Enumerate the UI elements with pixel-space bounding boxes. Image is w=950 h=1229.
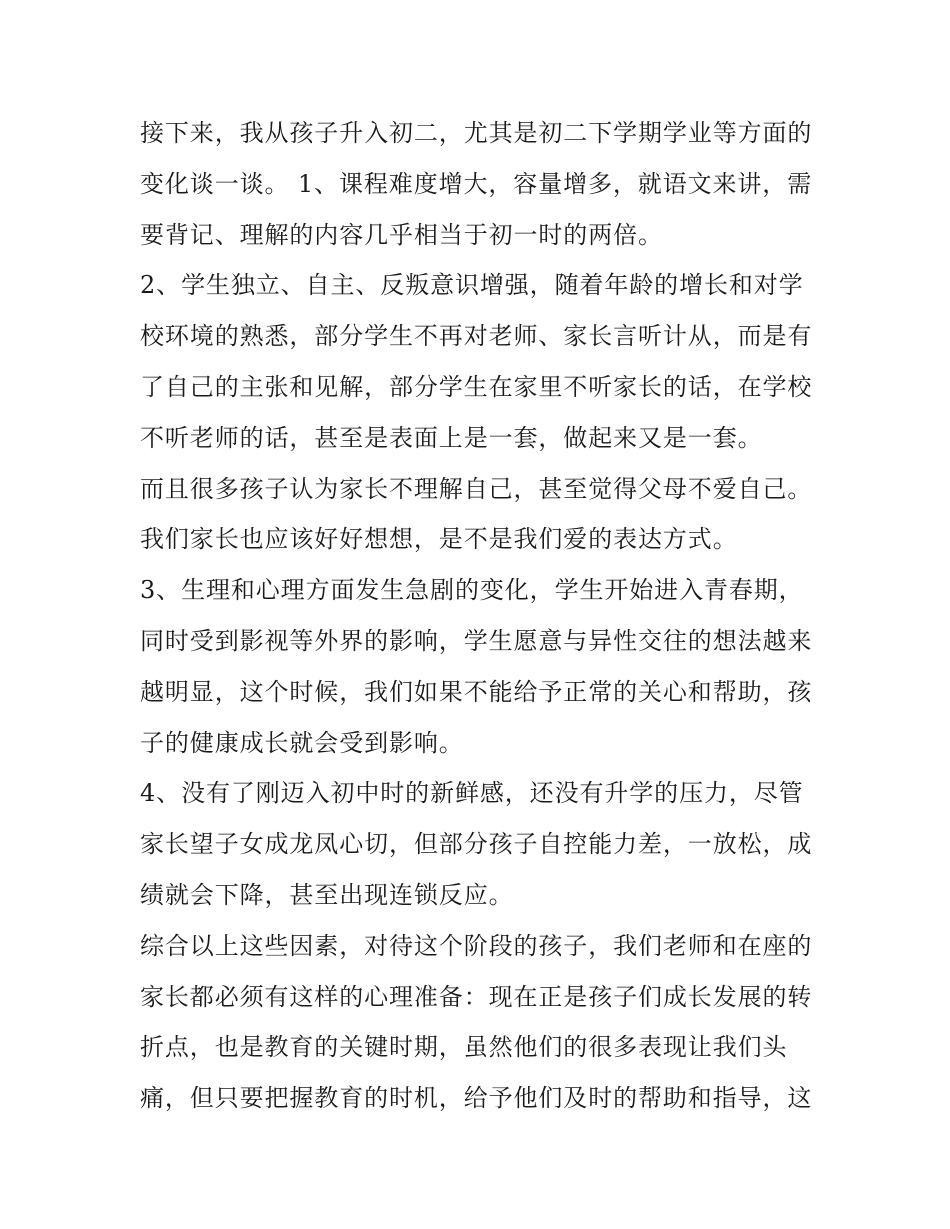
text-line: 校环境的熟悉，部分学生不再对老师、家长言听计从，而是有 bbox=[140, 322, 813, 351]
text-line: 绩就会下降，甚至出现连锁反应。 bbox=[140, 880, 514, 909]
text-line: 折点，也是教育的关键时期，虽然他们的很多表现让我们头 bbox=[140, 1033, 788, 1062]
text-line: 同时受到影视等外界的影响，学生愿意与异性交往的想法越来 bbox=[140, 626, 813, 655]
text-line: 变化谈一谈。 1、课程难度增大，容量增多，就语文来讲，需 bbox=[140, 169, 813, 198]
text-line: 我们家长也应该好好想想，是不是我们爱的表达方式。 bbox=[140, 525, 738, 554]
text-line: 而且很多孩子认为家长不理解自己，甚至觉得父母不爱自己。 bbox=[140, 474, 813, 503]
text-line: 综合以上这些因素，对待这个阶段的孩子，我们老师和在座的 bbox=[140, 931, 813, 960]
text-line: 子的健康成长就会受到影响。 bbox=[140, 728, 464, 757]
text-line: 接下来，我从孩子升入初二，尤其是初二下学期学业等方面的 bbox=[140, 119, 813, 147]
text-line: 要背记、理解的内容几乎相当于初一时的两倍。 bbox=[140, 220, 663, 249]
text-line: 越明显，这个时候，我们如果不能给予正常的关心和帮助，孩 bbox=[140, 677, 813, 706]
text-line: 家长都必须有这样的心理准备：现在正是孩子们成长发展的转 bbox=[140, 982, 813, 1011]
text-line: 家长望子女成龙凤心切，但部分孩子自控能力差，一放松，成 bbox=[140, 830, 813, 859]
text-line: 2、学生独立、自主、反叛意识增强，随着年龄的增长和对学 bbox=[140, 271, 804, 300]
body-text bbox=[140, 108, 820, 1124]
text-line: 4、没有了刚迈入初中时的新鲜感，还没有升学的压力，尽管 bbox=[140, 779, 804, 808]
text-line: 不听老师的话，甚至是表面上是一套，做起来又是一套。 bbox=[140, 423, 763, 452]
text-line: 3、生理和心理方面发生急剧的变化，学生开始进入青春期， bbox=[140, 576, 804, 605]
text-line: 痛，但只要把握教育的时机，给予他们及时的帮助和指导，这 bbox=[140, 1084, 813, 1113]
text-line: 了自己的主张和见解，部分学生在家里不听家长的话，在学校 bbox=[140, 372, 813, 401]
